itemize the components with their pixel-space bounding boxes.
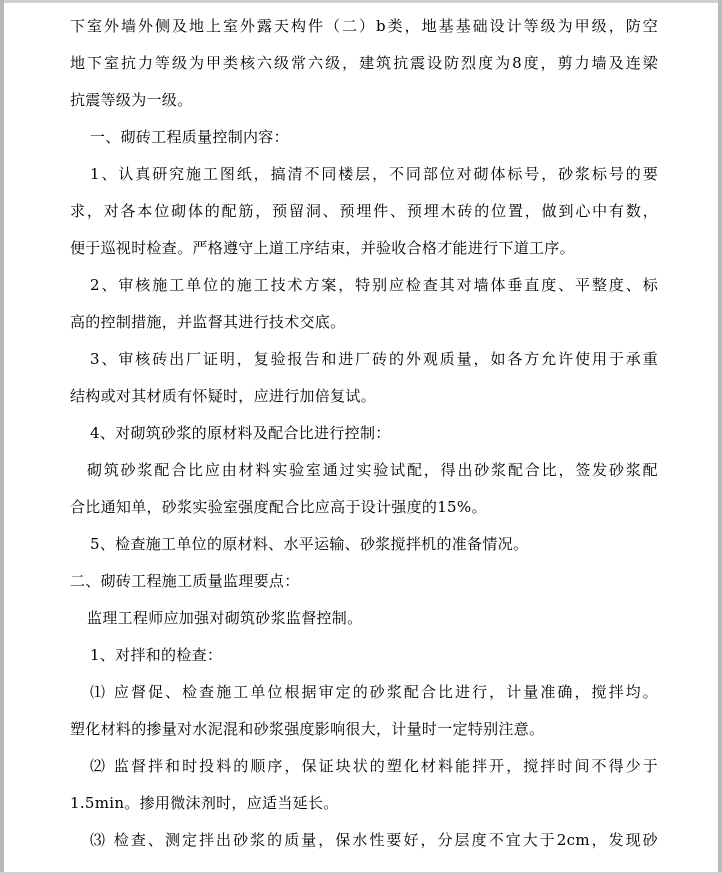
text-line: 塑化材料的掺量对水泥混和砂浆强度影响很大，计量时一定特别注意。: [70, 720, 545, 738]
section-heading: 二、砌砖工程施工质量监理要点：: [70, 572, 300, 590]
page-frame-right: [718, 0, 722, 875]
text-line: 砌筑砂浆配合比应由材料实验室通过实验试配，得出砂浆配合比，签发砂浆配: [87, 461, 658, 479]
text-line: ⑶ 检查、测定拌出砂浆的质量，保水性要好，分层度不宜大于2cm，发现砂: [90, 831, 658, 849]
text-line: 1、认真研究施工图纸，搞清不同楼层，不同部位对砌体标号，砂浆标号的要: [90, 165, 658, 183]
page-frame-left: [0, 0, 4, 875]
text-line: 1.5min。掺用微沫剂时，应适当延长。: [70, 794, 339, 812]
text-line: 高的控制措施，并监督其进行技术交底。: [70, 313, 346, 331]
text-line: 4、对砌筑砂浆的原材料及配合比进行控制：: [90, 424, 391, 442]
text-line: 合比通知单，砂浆实验室强度配合比应高于设计强度的15%。: [70, 498, 487, 516]
text-line: 1、对拌和的检查：: [90, 646, 223, 664]
text-line: 监理工程师应加强对砌筑砂浆监督控制。: [87, 609, 363, 627]
page-frame-top: [0, 0, 722, 3]
text-line: 求，对各本位砌体的配筋，预留洞、预埋件、预埋木砖的位置，做到心中有数，: [70, 202, 658, 220]
text-line: 下室外墙外侧及地上室外露天构件（二）b类，地基基础设计等级为甲级，防空: [70, 17, 658, 35]
text-line: ⑴ 应督促、检查施工单位根据审定的砂浆配合比进行，计量准确，搅拌均。: [90, 683, 658, 701]
text-line: 2、审核施工单位的施工技术方案，特别应检查其对墙体垂直度、平整度、标: [90, 276, 658, 294]
text-line: 地下室抗力等级为甲类核六级常六级，建筑抗震设防烈度为8度，剪力墙及连梁: [70, 54, 658, 72]
text-line: 抗震等级为一级。: [70, 91, 193, 109]
text-line: 5、检查施工单位的原材料、水平运输、砂浆搅拌机的准备情况。: [90, 535, 529, 553]
document-page: [70, 8, 658, 859]
text-line: 结构或对其材质有怀疑时，应进行加倍复试。: [70, 387, 377, 405]
section-heading: 一、砌砖工程质量控制内容：: [90, 128, 289, 146]
text-line: ⑵ 监督拌和时投料的顺序，保证块状的塑化材料能拌开，搅拌时间不得少于: [90, 757, 658, 775]
text-line: 便于巡视时检查。严格遵守上道工序结束，并验收合格才能进行下道工序。: [70, 239, 575, 257]
text-line: 3、审核砖出厂证明，复验报告和进厂砖的外观质量，如各方允许使用于承重: [90, 350, 658, 368]
